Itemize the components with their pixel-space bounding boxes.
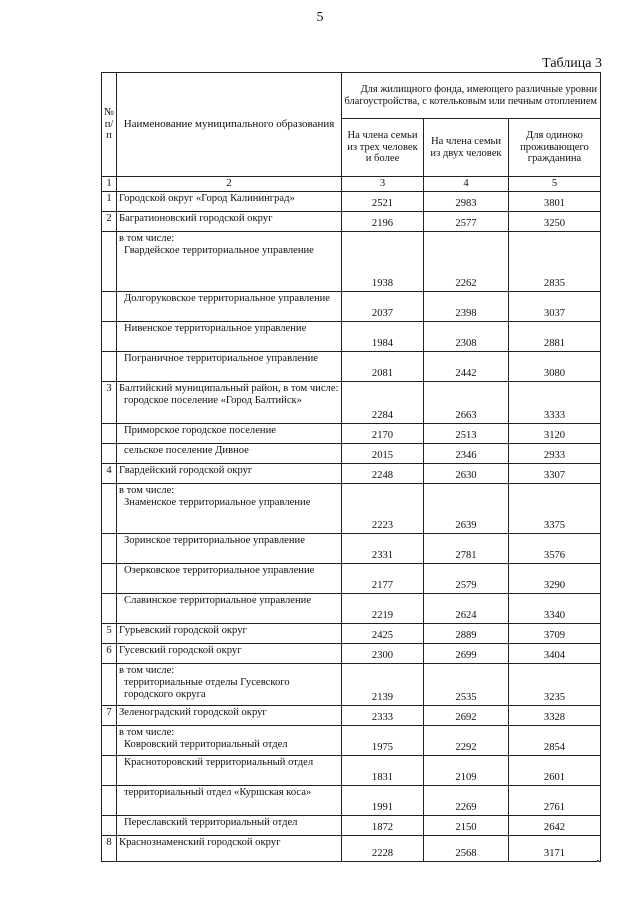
municipality-name-cell — [117, 815, 342, 835]
table-row — [102, 381, 601, 423]
row-number: 1 — [102, 191, 117, 211]
value-v3: 3250 — [509, 211, 601, 231]
value-v2: 2398 — [424, 291, 509, 321]
value-v3: 3375 — [509, 483, 601, 533]
value-v2: 2663 — [424, 381, 509, 423]
municipality-name: Приморское городское поселение — [124, 424, 276, 436]
row-number: 5 — [102, 623, 117, 643]
value-v3: 3290 — [509, 563, 601, 593]
value-v3: 2761 — [509, 785, 601, 815]
municipality-name-cell — [117, 725, 342, 755]
value-v1: 2139 — [342, 663, 424, 705]
value-v1: 2284 — [342, 381, 424, 423]
column-index-2: 2 — [117, 177, 342, 192]
value-v3: 3080 — [509, 351, 601, 381]
municipality-name-cell — [117, 351, 342, 381]
municipality-name-cell — [117, 381, 342, 423]
table-row — [102, 815, 601, 835]
value-v1: 1984 — [342, 321, 424, 351]
municipality-name-cell — [117, 785, 342, 815]
column-index-3: 3 — [342, 177, 424, 192]
table-row — [102, 231, 601, 291]
municipality-name-cell — [117, 211, 342, 231]
table-row — [102, 785, 601, 815]
municipality-name-cell — [117, 423, 342, 443]
value-v2: 2513 — [424, 423, 509, 443]
value-v2: 2150 — [424, 815, 509, 835]
header-group: Для жилищного фонда, имеющего различные уровни благоустройства, с котельковым или печным отоплением — [342, 73, 601, 119]
municipality-name-cell — [117, 443, 342, 463]
value-v2: 2346 — [424, 443, 509, 463]
municipality-name-cell — [117, 663, 342, 705]
value-v2: 2577 — [424, 211, 509, 231]
table-row — [102, 463, 601, 483]
row-number: 4 — [102, 463, 117, 483]
row-number — [102, 663, 117, 705]
municipality-name-cell — [117, 533, 342, 563]
table-row — [102, 321, 601, 351]
value-v2: 2292 — [424, 725, 509, 755]
value-v1: 2219 — [342, 593, 424, 623]
value-v1: 2331 — [342, 533, 424, 563]
value-v2: 2269 — [424, 785, 509, 815]
municipality-name: Пограничное территориальное управление — [124, 352, 318, 364]
table-row — [102, 725, 601, 755]
including-label: в том числе: — [119, 726, 175, 738]
header-three-plus: На члена семьи из трех человек и более — [342, 119, 424, 177]
value-v1: 2037 — [342, 291, 424, 321]
scan-speck — [597, 860, 599, 862]
municipality-name: Переславский территориальный отдел — [124, 816, 298, 828]
value-v3: 3171 — [509, 835, 601, 861]
value-v1: 2223 — [342, 483, 424, 533]
value-v3: 3404 — [509, 643, 601, 663]
value-v1: 2196 — [342, 211, 424, 231]
value-v1: 2015 — [342, 443, 424, 463]
table-row — [102, 755, 601, 785]
table-row — [102, 533, 601, 563]
value-v2: 2535 — [424, 663, 509, 705]
table-row — [102, 211, 601, 231]
municipality-name: Краснознаменский городской округ — [119, 836, 281, 848]
value-v1: 2333 — [342, 705, 424, 725]
municipality-name: Зеленоградский городской округ — [119, 706, 267, 718]
column-index-row — [102, 177, 601, 192]
value-v1: 2521 — [342, 191, 424, 211]
value-v3: 2642 — [509, 815, 601, 835]
table-row — [102, 663, 601, 705]
row-number — [102, 483, 117, 533]
value-v2: 2781 — [424, 533, 509, 563]
value-v1: 2081 — [342, 351, 424, 381]
header-single: Для одиноко проживающего гражданина — [509, 119, 601, 177]
row-number: 6 — [102, 643, 117, 663]
table-row — [102, 623, 601, 643]
municipality-name: Славинское территориальное управление — [124, 594, 312, 606]
value-v3: 3037 — [509, 291, 601, 321]
row-number — [102, 725, 117, 755]
value-v3: 3328 — [509, 705, 601, 725]
table-row — [102, 443, 601, 463]
municipality-name: Зоринское территориальное управление — [124, 534, 305, 546]
municipality-name-cell — [117, 321, 342, 351]
value-v3: 2601 — [509, 755, 601, 785]
municipality-name: Балтийский муниципальный район, в том числе: — [119, 382, 339, 394]
table-row — [102, 705, 601, 725]
row-number — [102, 755, 117, 785]
municipality-name: Гурьевский городской округ — [119, 624, 247, 636]
table-body — [102, 191, 601, 861]
value-v2: 2262 — [424, 231, 509, 291]
value-v1: 2248 — [342, 463, 424, 483]
row-number — [102, 351, 117, 381]
value-v2: 2568 — [424, 835, 509, 861]
value-v3: 3801 — [509, 191, 601, 211]
municipality-name: Знаменское территориальное управление — [124, 496, 311, 508]
value-v3: 2835 — [509, 231, 601, 291]
municipality-name-cell — [117, 835, 342, 861]
value-v2: 2692 — [424, 705, 509, 725]
municipality-name: Гвардейский городской округ — [119, 464, 253, 476]
municipality-name-cell — [117, 705, 342, 725]
row-number: 3 — [102, 381, 117, 423]
municipality-name: сельское поселение Дивное — [124, 444, 249, 456]
municipality-name: Долгоруковское территориальное управление — [124, 292, 330, 304]
row-number — [102, 815, 117, 835]
row-number — [102, 593, 117, 623]
municipality-name-cell — [117, 593, 342, 623]
municipality-name: Гвардейское территориальное управление — [124, 244, 314, 256]
municipality-name: Нивенское территориальное управление — [124, 322, 307, 334]
value-v1: 2177 — [342, 563, 424, 593]
municipality-name: территориальные отделы Гусевского городского округа — [124, 676, 290, 700]
row-number — [102, 291, 117, 321]
sub-municipality-name: городское поселение «Город Балтийск» — [124, 394, 302, 406]
including-label: в том числе: — [119, 484, 175, 496]
municipality-name-cell — [117, 291, 342, 321]
value-v3: 3333 — [509, 381, 601, 423]
value-v2: 2308 — [424, 321, 509, 351]
housing-cost-table — [101, 72, 601, 862]
table-label: Таблица 3 — [542, 56, 602, 71]
value-v1: 2300 — [342, 643, 424, 663]
row-number: 7 — [102, 705, 117, 725]
table-row — [102, 423, 601, 443]
including-label: в том числе: — [119, 664, 175, 676]
value-v1: 1938 — [342, 231, 424, 291]
municipality-name: Городской округ «Город Калининград» — [119, 192, 295, 204]
row-number — [102, 443, 117, 463]
municipality-name: Гусевский городской округ — [119, 644, 242, 656]
header-name: Наименование муниципального образования — [117, 73, 342, 177]
row-number — [102, 231, 117, 291]
row-number — [102, 423, 117, 443]
value-v2: 2699 — [424, 643, 509, 663]
row-number — [102, 321, 117, 351]
value-v3: 3307 — [509, 463, 601, 483]
value-v3: 3340 — [509, 593, 601, 623]
value-v1: 1975 — [342, 725, 424, 755]
value-v3: 3576 — [509, 533, 601, 563]
value-v3: 3235 — [509, 663, 601, 705]
header-num: № п/п — [102, 73, 117, 177]
table-row — [102, 563, 601, 593]
municipality-name-cell — [117, 563, 342, 593]
value-v2: 2442 — [424, 351, 509, 381]
header-two: На члена семьи из двух человек — [424, 119, 509, 177]
value-v2: 2983 — [424, 191, 509, 211]
row-number — [102, 785, 117, 815]
table-row — [102, 351, 601, 381]
value-v2: 2889 — [424, 623, 509, 643]
value-v1: 2170 — [342, 423, 424, 443]
value-v2: 2630 — [424, 463, 509, 483]
table-row — [102, 291, 601, 321]
municipality-name: Багратионовский городской округ — [119, 212, 273, 224]
column-index-5: 5 — [509, 177, 601, 192]
municipality-name-cell — [117, 643, 342, 663]
value-v1: 2228 — [342, 835, 424, 861]
value-v3: 2933 — [509, 443, 601, 463]
municipality-name-cell — [117, 191, 342, 211]
municipality-name: Озерковское территориальное управление — [124, 564, 315, 576]
column-index-4: 4 — [424, 177, 509, 192]
including-label: в том числе: — [119, 232, 175, 244]
municipality-name: территориальный отдел «Куршская коса» — [124, 786, 312, 798]
municipality-name-cell — [117, 623, 342, 643]
value-v2: 2109 — [424, 755, 509, 785]
value-v2: 2639 — [424, 483, 509, 533]
municipality-name-cell — [117, 231, 342, 291]
column-index-1: 1 — [102, 177, 117, 192]
table-row — [102, 643, 601, 663]
municipality-name: Ковровский территориальный отдел — [124, 738, 288, 750]
municipality-name-cell — [117, 463, 342, 483]
value-v1: 1831 — [342, 755, 424, 785]
table-row — [102, 191, 601, 211]
value-v1: 2425 — [342, 623, 424, 643]
value-v3: 3709 — [509, 623, 601, 643]
page-number: 5 — [316, 10, 324, 25]
value-v1: 1872 — [342, 815, 424, 835]
value-v3: 3120 — [509, 423, 601, 443]
table-row — [102, 483, 601, 533]
table-row — [102, 593, 601, 623]
municipality-name-cell — [117, 483, 342, 533]
value-v3: 2881 — [509, 321, 601, 351]
table-row — [102, 835, 601, 861]
row-number — [102, 563, 117, 593]
row-number: 8 — [102, 835, 117, 861]
value-v2: 2579 — [424, 563, 509, 593]
value-v2: 2624 — [424, 593, 509, 623]
value-v1: 1991 — [342, 785, 424, 815]
municipality-name: Красноторовский территориальный отдел — [124, 756, 314, 768]
row-number — [102, 533, 117, 563]
row-number: 2 — [102, 211, 117, 231]
value-v3: 2854 — [509, 725, 601, 755]
municipality-name-cell — [117, 755, 342, 785]
